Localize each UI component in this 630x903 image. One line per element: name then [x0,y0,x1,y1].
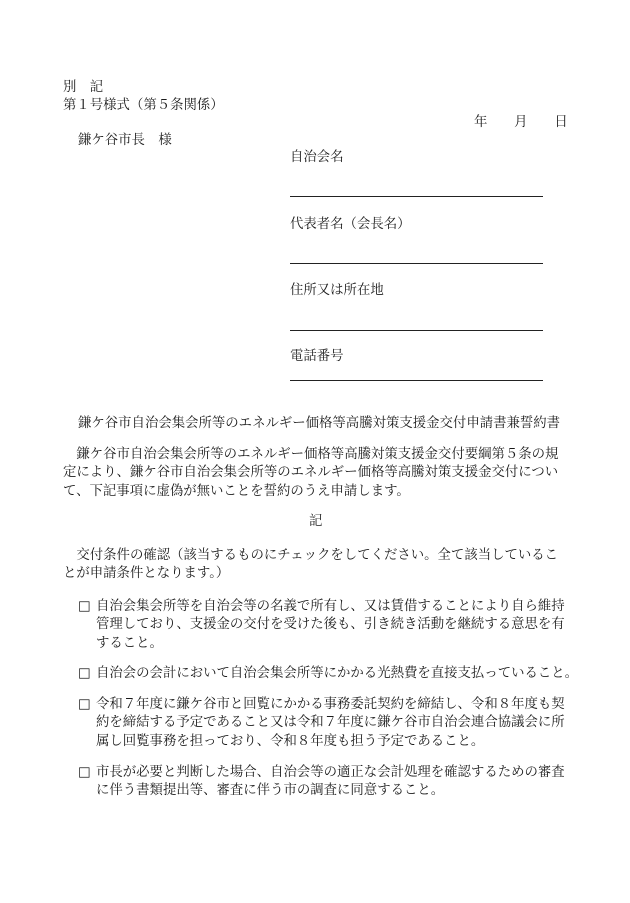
condition-checkbox-4[interactable]: □ [78,765,91,780]
condition-line: 市長が必要と判断した場合、自治会等の適正な会計処理を確認するための審査 [96,765,565,780]
field-underline-phone [290,380,543,381]
condition-text-2 [96,665,578,683]
condition-line: 令和７年度に鎌ケ谷市と回覧にかかる事務委託契約を締結し、令和８年度も契 [96,697,565,712]
annex-label: 別 記 [63,80,104,95]
condition-line: 自治会集会所等を自治会等の名義で所有し、又は賃借することにより自ら維持 [96,599,565,614]
condition-line: 属し回覧事務を担っており、令和８年度も担う予定であること。 [96,733,485,749]
condition-checkbox-1[interactable]: □ [78,599,91,614]
field-label-association-name: 自治会名 [290,150,344,165]
condition-line: すること。 [96,635,163,651]
statement-line: て、下記事項に虚偽が無いことを誓約のうえ申請します。 [63,483,410,499]
date-line: 年 月 日 [474,115,568,130]
condition-checkbox-2[interactable]: □ [78,666,91,681]
condition-checkbox-3[interactable]: □ [78,697,91,712]
field-underline-association-name [290,196,543,197]
addressee: 鎌ケ谷市長 様 [78,133,172,148]
form-number: 第１号様式（第５条関係） [63,98,224,113]
statement-paragraph [63,446,558,501]
condition-line: 約を締結する予定であること又は令和７年度に鎌ケ谷市自治会連合協議会に所 [96,715,565,731]
condition-line: に伴う書類提出等、審査に伴う市の調査に同意すること。 [96,783,445,799]
condition-text-4 [96,764,565,801]
ki-heading: 記 [309,514,323,529]
conditions-intro [63,547,558,584]
conditions-intro-line: とが申請条件となります。） [63,566,230,582]
field-label-address: 住所又は所在地 [290,283,384,298]
field-underline-address [290,330,543,331]
statement-line: 鎌ケ谷市自治会集会所等のエネルギー価格等高騰対策支援金交付要綱第５条の規 [63,447,559,462]
field-underline-representative [290,263,543,264]
condition-text-3 [96,696,565,751]
condition-line: 自治会の会計において自治会集会所等にかかる光熱費を直接支払っていること。 [96,666,579,681]
condition-line: 管理しており、支援金の交付を受けた後も、引き続き活動を継続する意思を有 [96,617,565,633]
field-label-phone: 電話番号 [290,349,344,364]
condition-text-1 [96,598,565,653]
conditions-intro-line: 交付条件の確認（該当するものにチェックをしてください。全て該当しているこ [63,548,559,563]
statement-line: 定により、鎌ケ谷市自治会集会所等のエネルギー価格等高騰対策支援金交付につい [63,465,559,481]
document-title: 鎌ケ谷市自治会集会所等のエネルギー価格等高騰対策支援金交付申請書兼誓約書 [78,416,561,431]
field-label-representative: 代表者名（会長名） [290,217,411,232]
